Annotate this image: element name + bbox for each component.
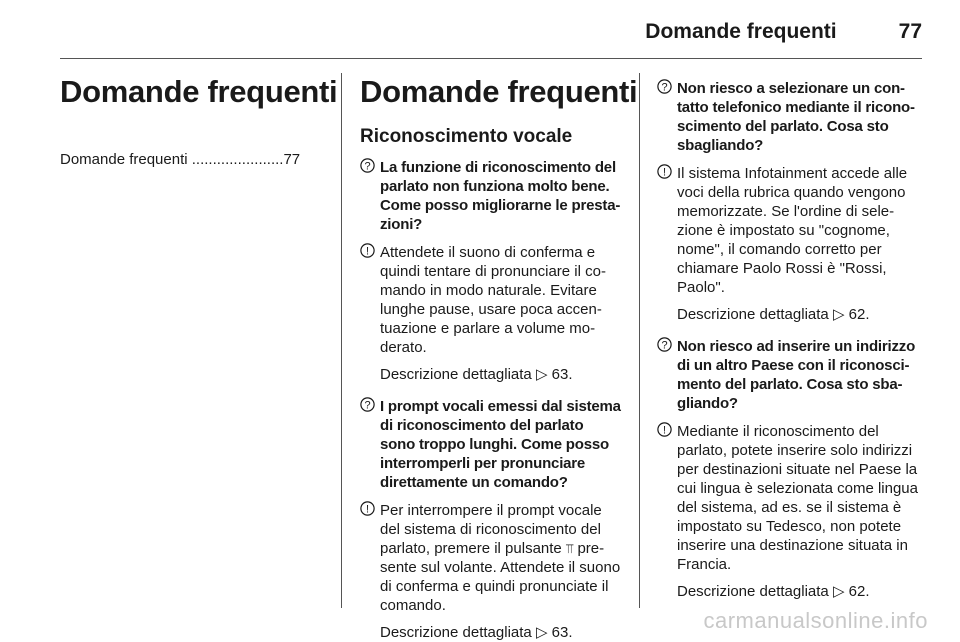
triangle-arrow-icon: ▷ [832, 583, 845, 600]
faq-reference[interactable]: Descrizione dettagliata ▷ 62. [677, 306, 870, 323]
triangle-arrow-icon: ▷ [535, 366, 548, 383]
svg-text:?: ? [364, 399, 371, 412]
exclamation-circle-icon [360, 501, 380, 521]
svg-text:!: ! [365, 503, 370, 516]
column-divider-1 [341, 73, 342, 608]
toc-entry-label: Domande frequenti [60, 151, 188, 168]
question-mark-circle-icon [657, 337, 677, 357]
running-head [645, 20, 922, 44]
faq-list [360, 158, 622, 642]
faq-answer: ! Attendete il suono di conferma e quindi tentare di pronunciare il comando in modo naturale. Evitare lunghe pause, usare poca accentuazione e parlare a volume moderato. [360, 243, 622, 357]
faq-reference[interactable]: Descrizione dettagliata ▷ 63. [380, 366, 573, 383]
faq-question: ? Non riesco ad inserire un indirizzo di un altro Paese con il riconoscimento del parlato. Cosa sto sbagliando? [657, 337, 922, 413]
page-number: 77 [898, 20, 922, 43]
page-title: Domande frequenti [360, 74, 638, 109]
triangle-arrow-icon: ▷ [832, 306, 845, 323]
faq-answer: ! Per interrompere il prompt vocale del sistema di riconoscimento del parlato, premere il pulsante ⫪ presente sul volante. Attendete il suono di conferma e quindi pronunciate il comando. [360, 501, 622, 615]
svg-text:?: ? [661, 81, 668, 94]
faq-answer: ! Mediante il riconoscimento del parlato, potete inserire solo indirizzi per destinazioni situate nel Paese la cui lingua è selezionata come lingua del sistema, ad es. se il sistema è impostato su Tedesco, non potete inserire una destinazione situata in Francia. [657, 422, 922, 574]
faq-answer: ! Il sistema Infotainment accede alle voci della rubrica quando vengono memorizzate. Se l'ordine di selezione è impostato su "cognome, nome", il comando corretto per chiamare Paolo Rossi è "Rossi, Paolo". [657, 164, 922, 297]
voice-button-icon: ⫪ [565, 541, 574, 556]
toc-entry-page: 77 [283, 151, 301, 168]
toc-entry[interactable]: Domande frequenti ......................77 [60, 151, 301, 168]
svg-text:!: ! [662, 166, 667, 179]
svg-text:!: ! [365, 245, 370, 258]
question-mark-circle-icon [360, 397, 380, 417]
exclamation-circle-icon [657, 422, 677, 442]
chapter-title: Domande frequenti [60, 74, 338, 109]
question-mark-circle-icon [360, 158, 380, 178]
svg-text:?: ? [364, 160, 371, 173]
faq-reference[interactable]: Descrizione dettagliata ▷ 63. [380, 624, 573, 641]
faq-list [657, 79, 922, 601]
svg-text:?: ? [661, 339, 668, 352]
section-title: Riconoscimento vocale [360, 126, 573, 147]
faq-question: ? Non riesco a selezionare un contatto telefonico mediante il riconoscimento del parlato. Cosa sto sbagliando? [657, 79, 922, 155]
faq-reference[interactable]: Descrizione dettagliata ▷ 62. [677, 583, 870, 600]
running-head-title: Domande frequenti [645, 20, 837, 43]
faq-question: ? I prompt vocali emessi dal sistema di riconoscimento del parlato sono troppo lunghi. Come posso interromperli per pronunciare direttamente un comando? [360, 397, 622, 492]
faq-question: ? La funzione di riconoscimento del parlato non funziona molto bene. Come posso migliorarne le prestazioni? [360, 158, 622, 234]
column-divider-2 [639, 73, 640, 608]
svg-text:!: ! [662, 424, 667, 437]
triangle-arrow-icon: ▷ [535, 624, 548, 641]
exclamation-circle-icon [657, 164, 677, 184]
header-rule [60, 58, 922, 59]
watermark: carmanualsonline.info [703, 608, 928, 633]
question-mark-circle-icon [657, 79, 677, 99]
exclamation-circle-icon [360, 243, 380, 263]
